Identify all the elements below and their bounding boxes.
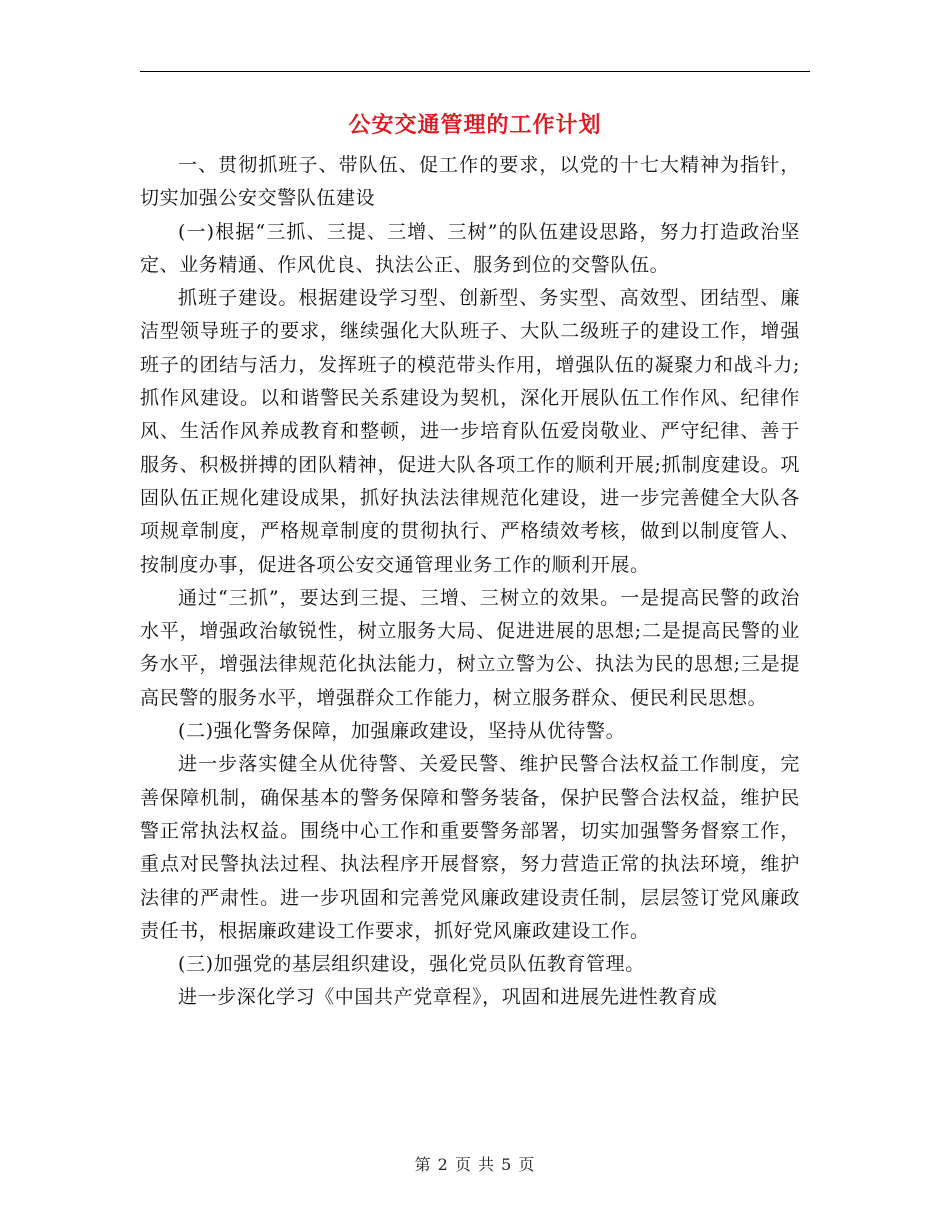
paragraph-three-grasps-effect: 通过“三抓”，要达到三提、三增、三树立的效果。一是提高民警的政治水平，增强政治敏锐性，树立服务大局、促进进展的思想;二是提高民警的业务水平，增强法律规范化执法能力，树立立警为公、执法为民的思想;三是提高民警的服务水平，增强群众工作能力，树立服务群众、便民利民思想。 [140,586,800,709]
paragraph-subsection-2: (二)强化警务保障，加强廉政建设，坚持从优待警。 [178,720,626,743]
paragraph-subsection-3: (三)加强党的基层组织建设，强化党员队伍教育管理。 [178,953,645,976]
paragraph-police-welfare: 进一步落实健全从优待警、关爱民警、维护民警合法权益工作制度，完善保障机制，确保基本的警务保障和警务装备，保护民警合法权益，维护民警正常执法权益。围绕中心工作和重要警务部署，切实加强警务督察工作，重点对民警执法过程、执法程序开展督察，努力营造正常的执法环境，维护法律的严肃性。进一步巩固和完善党风廉政建设责任制，层层签订党风廉政责任书，根据廉政建设工作要求，抓好党风廉政建设工作。 [140,753,800,942]
document-title: 公安交通管理的工作计划 [348,112,602,138]
paragraph-team-building: 抓班子建设。根据建设学习型、创新型、务实型、高效型、团结型、廉洁型领导班子的要求，继续强化大队班子、大队二级班子的建设工作，增强班子的团结与活力，发挥班子的模范带头作用，增强队伍的凝聚力和战斗力;抓作风建设。以和谐警民关系建设为契机，深化开展队伍工作作风、纪律作风、生活作风养成教育和整顿，进一步培育队伍爱岗敬业、严守纪律、善于服务、积极拼搏的团队精神，促进大队各项工作的顺利开展;抓制度建设。巩固队伍正规化建设成果，抓好执法法律规范化建设，进一步完善健全大队各项规章制度，严格规章制度的贯彻执行、严格绩效考核，做到以制度管人、按制度办事，促进各项公安交通管理业务工作的顺利开展。 [140,287,800,576]
paragraph-section-1-heading: 一、贯彻抓班子、带队伍、促工作的要求，以党的十七大精神为指针，切实加强公安交警队伍建设 [140,154,800,210]
paragraph-subsection-1: (一)根据“三抓、三提、三增、三树”的队伍建设思路，努力打造政治坚定、业务精通、作风优良、执法公正、服务到位的交警队伍。 [140,220,800,276]
page-number-footer: 第 2 页 共 5 页 [414,1155,536,1174]
document-body [140,149,800,1015]
header-rule [140,71,810,72]
paragraph-party-study: 进一步深化学习《中国共产党章程》，巩固和进展先进性教育成 [178,986,718,1009]
